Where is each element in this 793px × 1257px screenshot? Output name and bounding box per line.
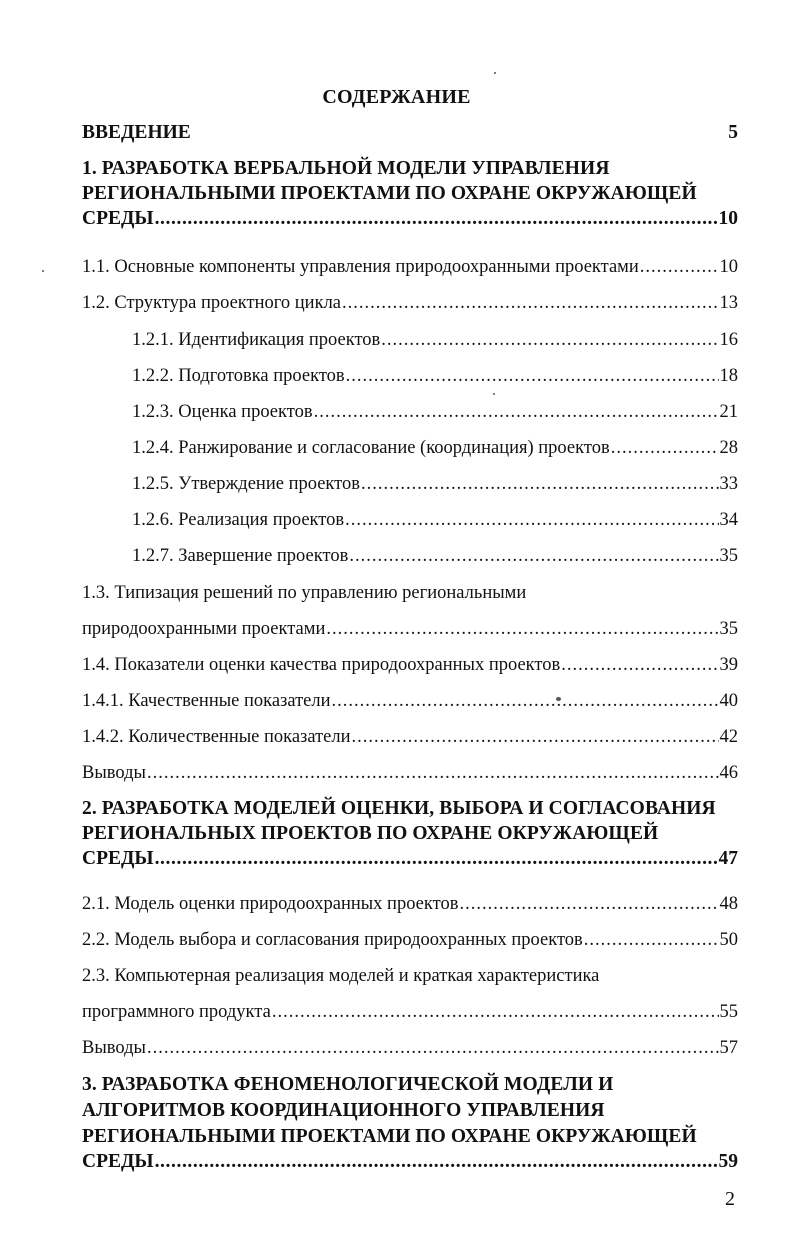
- toc-entry: [132, 473, 738, 495]
- toc-entry-page: 50: [719, 930, 738, 950]
- toc-entry: [132, 437, 738, 459]
- toc-entry-label: 1.2.2. Подготовка проектов: [132, 366, 345, 386]
- toc-entry: [82, 256, 738, 278]
- chapter1-heading-line3: [82, 208, 738, 230]
- toc-entry-label: 1.2. Структура проектного цикла: [82, 293, 342, 313]
- toc-entry-label: 1.2.6. Реализация проектов: [132, 510, 345, 530]
- chapter3-heading-line1: 3. РАЗРАБОТКА ФЕНОМЕНОЛОГИЧЕСКОЙ МОДЕЛИ И: [82, 1074, 614, 1095]
- toc-entry-label: СРЕДЫ: [82, 848, 154, 869]
- dot-leader: [314, 401, 719, 423]
- toc-entry-label: 1.4.1. Качественные показатели: [82, 691, 331, 711]
- dot-leader: [584, 929, 719, 951]
- toc-entry: [82, 292, 738, 314]
- toc-entry-label: Выводы: [82, 1038, 146, 1058]
- toc-entry-page: 35: [719, 619, 738, 639]
- dot-leader: [272, 1001, 719, 1023]
- dot-leader: [155, 1151, 718, 1173]
- chapter2-heading-line1: 2. РАЗРАБОТКА МОДЕЛЕЙ ОЦЕНКИ, ВЫБОРА И СОГЛАСОВАНИЯ: [82, 798, 716, 819]
- toc-entry-label: 1.1. Основные компоненты управления природоохранными проектами: [82, 257, 639, 277]
- toc-entry-label: 1.4.2. Количественные показатели: [82, 727, 351, 747]
- toc-entry-2-3-line1: 2.3. Компьютерная реализация моделей и краткая характеристика: [82, 966, 600, 986]
- dot-leader: [349, 545, 718, 567]
- chapter1-heading-line1: 1. РАЗРАБОТКА ВЕРБАЛЬНОЙ МОДЕЛИ УПРАВЛЕНИЯ: [82, 158, 610, 179]
- toc-entry-label: СРЕДЫ: [82, 208, 154, 229]
- toc-entry: [82, 762, 738, 784]
- toc-entry-page: 33: [719, 474, 738, 494]
- toc-entry-label: 2.1. Модель оценки природоохранных проектов: [82, 894, 459, 914]
- toc-entry-page: 21: [719, 402, 738, 422]
- toc-entry-page: 28: [719, 438, 738, 458]
- toc-entry: [132, 545, 738, 567]
- dot-leader: [611, 437, 719, 459]
- toc-entry-label: СРЕДЫ: [82, 1151, 154, 1172]
- toc-entry-label: программного продукта: [82, 1002, 271, 1022]
- toc-entry-page: 42: [719, 727, 738, 747]
- chapter1-heading-line2: РЕГИОНАЛЬНЫМИ ПРОЕКТАМИ ПО ОХРАНЕ ОКРУЖАЮЩЕЙ: [82, 183, 697, 204]
- toc-entry-page: 18: [719, 366, 738, 386]
- toc-entry-page: 34: [719, 510, 738, 530]
- dot-leader: [346, 365, 719, 387]
- scan-speck: [42, 270, 44, 272]
- toc-entry: [82, 1037, 738, 1059]
- toc-entry-label: 1.2.5. Утверждение проектов: [132, 474, 360, 494]
- chapter2-heading-line2: РЕГИОНАЛЬНЫХ ПРОЕКТОВ ПО ОХРАНЕ ОКРУЖАЮЩЕЙ: [82, 823, 659, 844]
- scan-speck: [556, 697, 561, 701]
- chapter3-heading-line4: [82, 1151, 738, 1173]
- dot-leader: [361, 473, 719, 495]
- chapter3-heading-line2: АЛГОРИТМОВ КООРДИНАЦИОННОГО УПРАВЛЕНИЯ: [82, 1100, 605, 1121]
- toc-entry-1-3-line1: 1.3. Типизация решений по управлению региональными: [82, 583, 527, 603]
- dot-leader: [342, 292, 718, 314]
- dot-leader: [459, 893, 718, 915]
- dot-leader: [147, 1037, 719, 1059]
- dot-leader: [147, 762, 719, 784]
- toc-entry-label: природоохранными проектами: [82, 619, 326, 639]
- toc-entry-page: 55: [719, 1002, 738, 1022]
- toc-entry-page: 35: [719, 546, 738, 566]
- scan-speck: [493, 393, 495, 395]
- toc-entry-page: 47: [718, 848, 738, 869]
- toc-entry-page: 10: [719, 257, 738, 277]
- chapter3-heading-line3: РЕГИОНАЛЬНЫМИ ПРОЕКТАМИ ПО ОХРАНЕ ОКРУЖАЮЩЕЙ: [82, 1126, 697, 1147]
- toc-entry-page: 48: [719, 894, 738, 914]
- toc-title: СОДЕРЖАНИЕ: [322, 86, 471, 108]
- dot-leader: [155, 848, 718, 870]
- toc-entry: [82, 929, 738, 951]
- toc-entry-page: 57: [719, 1038, 738, 1058]
- toc-entry-intro: [82, 122, 738, 144]
- toc-entry: [82, 726, 738, 748]
- toc-entry-page: 10: [718, 208, 738, 229]
- toc-entry: [82, 654, 738, 676]
- toc-entry-label: 1.2.3. Оценка проектов: [132, 402, 313, 422]
- toc-entry-label: 1.4. Показатели оценки качества природоохранных проектов: [82, 655, 561, 675]
- toc-entry-page: 5: [728, 122, 738, 143]
- toc-entry: [132, 401, 738, 423]
- toc-entry-page: 59: [718, 1151, 738, 1172]
- toc-entry-page: 46: [719, 763, 738, 783]
- toc-entry-label: 1.2.4. Ранжирование и согласование (координация) проектов: [132, 438, 610, 458]
- page-number: 2: [725, 1188, 735, 1210]
- toc-entry-page: 40: [719, 691, 738, 711]
- toc-entry: [132, 509, 738, 531]
- toc-entry-label: Выводы: [82, 763, 146, 783]
- dot-leader: [640, 256, 719, 278]
- scan-speck: [494, 72, 496, 74]
- toc-entry: [132, 365, 738, 387]
- toc-entry: [82, 618, 738, 640]
- toc-entry-label: 1.2.7. Завершение проектов: [132, 546, 349, 566]
- toc-entry-label: ВВЕДЕНИЕ: [82, 122, 191, 143]
- dot-leader: [561, 654, 718, 676]
- toc-entry: [82, 690, 738, 712]
- dot-leader: [381, 329, 718, 351]
- toc-entry: [82, 1001, 738, 1023]
- dot-leader: [155, 208, 718, 230]
- toc-entry-label: 2.2. Модель выбора и согласования природоохранных проектов: [82, 930, 583, 950]
- toc-entry: [82, 893, 738, 915]
- dot-leader: [345, 509, 718, 531]
- toc-entry-label: 1.2.1. Идентификация проектов: [132, 330, 381, 350]
- dot-leader: [352, 726, 719, 748]
- toc-entry-page: 39: [719, 655, 738, 675]
- chapter2-heading-line3: [82, 848, 738, 870]
- dot-leader: [332, 690, 719, 712]
- toc-entry: [132, 329, 738, 351]
- dot-leader: [326, 618, 718, 640]
- toc-entry-page: 13: [719, 293, 738, 313]
- toc-entry-page: 16: [719, 330, 738, 350]
